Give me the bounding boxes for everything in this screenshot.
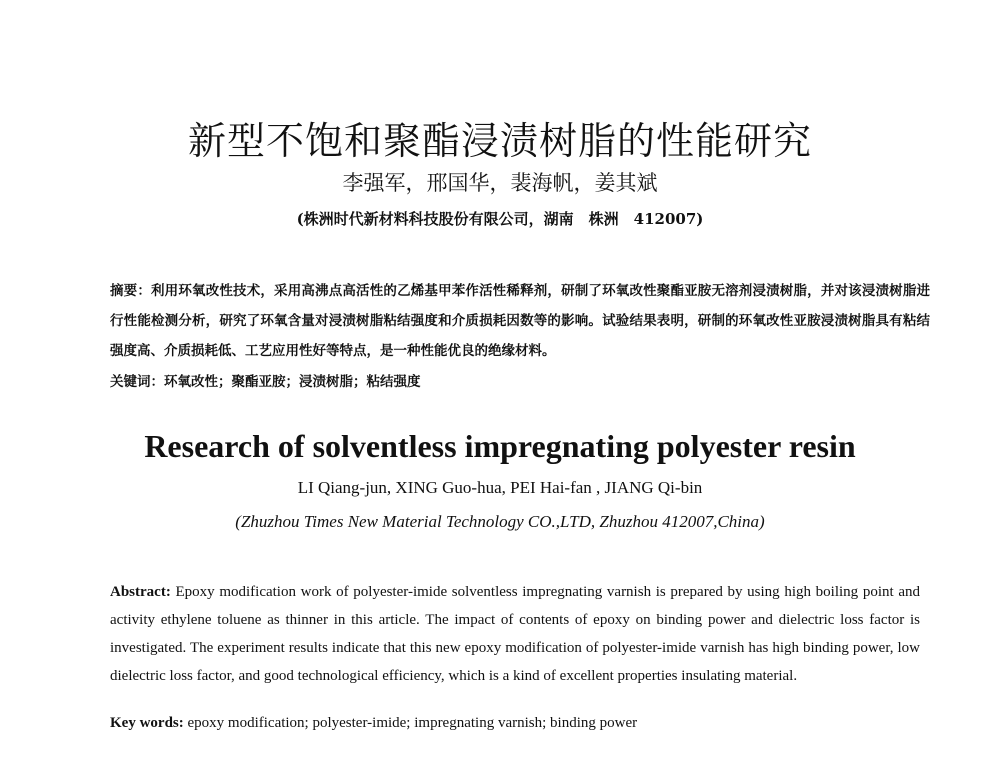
english-affiliation: (Zhuzhou Times New Material Technology CO.,LTD, Zhuzhou 412007,China) [235, 512, 765, 531]
english-abstract-label: Abstract: [110, 584, 171, 600]
chinese-abstract [110, 276, 930, 366]
chinese-keywords-label: 关键词： [110, 374, 164, 390]
chinese-keywords-text: 环氧改性；聚酯亚胺；浸渍树脂；粘结强度 [164, 374, 421, 390]
chinese-keywords [110, 370, 930, 394]
chinese-abstract-text: 利用环氧改性技术，采用高沸点高活性的乙烯基甲苯作活性稀释剂，研制了环氧改性聚酯亚胺无溶剂浸渍树脂，并对该浸渍树脂进行性能检测分析，研究了环氧含量对浸渍树脂粘结强度和介质损耗因数等的影响。试验结果表明，研制的环氧改性亚胺浸渍树脂具有粘结强度高、介质损耗低、工艺应用性好等特点，是一种性能优良的绝缘材料。 [110, 283, 931, 359]
english-title: Research of solventless impregnating polyester resin [144, 428, 856, 464]
chinese-authors: 李强军，邢国华，裴海帆，姜其斌 [342, 171, 658, 195]
chinese-affiliation: (株洲时代新材料科技股份有限公司，湖南 株洲 412007) [296, 210, 704, 228]
chinese-title: 新型不饱和聚酯浸渍树脂的性能研究 [187, 119, 812, 163]
english-keywords [110, 712, 920, 734]
english-abstract-text: Epoxy modification work of polyester-imide solventless impregnating varnish is prepared by using high boiling point and activity ethylene toluene as thinner in this article. The impact of contents of epoxy on binding power and dielectric loss factor is investigated. The experiment results indicate that this new epoxy modification of polyester-imide varnish has high binding power, low dielectric loss factor, and good technological efficiency, which is a kind of excellent properties insulating material. [110, 584, 920, 684]
english-keywords-text: epoxy modification; polyester-imide; impregnating varnish; binding power [183, 715, 638, 731]
english-abstract [110, 578, 920, 690]
chinese-abstract-label: 摘要： [110, 283, 152, 299]
english-authors: LI Qiang-jun, XING Guo-hua, PEI Hai-fan , JIANG Qi-bin [297, 478, 703, 497]
english-keywords-label: Key words: [110, 715, 184, 731]
